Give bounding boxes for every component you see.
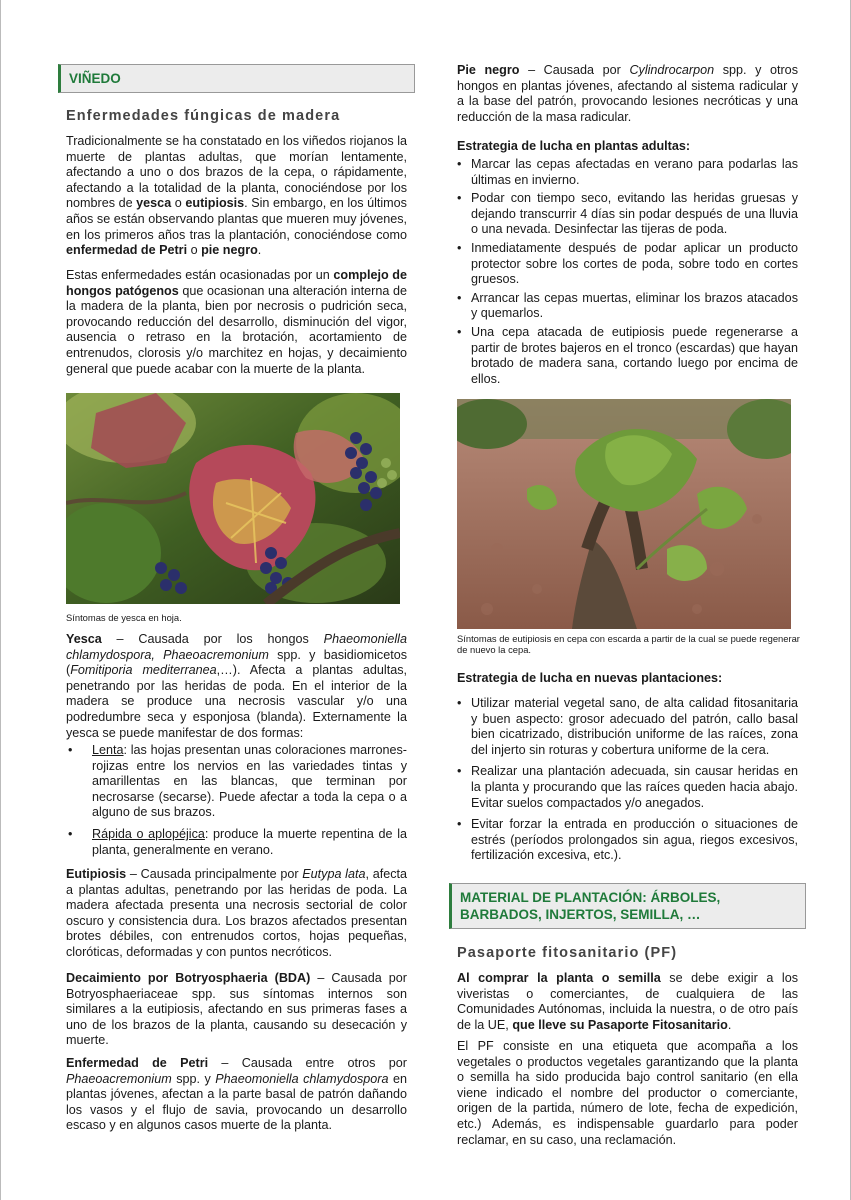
list-item: • Arrancar las cepas muertas, eliminar los brazos atacados y quemarlos. [457, 291, 798, 322]
eutipiosis-photo-caption: Síntomas de eutipiosis en cepa con escarda a partir de la cual se puede regenerar de nuevo la cepa. [457, 633, 800, 655]
new-strategy-list [457, 696, 798, 867]
list-item: • Realizar una plantación adecuada, sin causar heridas en la planta y procurando que las raíces queden hacia abajo. Evitar suelos compactados y/o anegados. [457, 764, 798, 811]
section-title-text: MATERIAL DE PLANTACIÓN: ÁRBOLES, BARBADOS, INJERTOS, SEMILLA, … [460, 890, 721, 922]
eutipiosis-paragraph: Eutipiosis – Causada principalmente por Eutypa lata, afecta a plantas adultas, penetrando por las heridas de poda. La madera afectada presenta una necrosis sectorial de color oscuro y consistencia dura. Los brazos afectados presentan brotes débiles, con entrenudos cortos, hojas pequeñas, cloróticas, deformadas y con puntos necróticos. [66, 867, 408, 959]
eutipiosis-vine-photo [457, 399, 791, 629]
list-item: • Una cepa atacada de eutipiosis puede regenerarse a partir de brotes bajeros en el tronco (escardas) que hayan brotado de madera sana, cortando luego por encima de ellos. [457, 325, 798, 387]
yesca-leaf-illustration [66, 393, 400, 604]
bda-paragraph: Decaimiento por Botryosphaeria (BDA) – Causada por Botryosphaeriaceae spp. sus síntomas internos son similares a la eutipiosis, afectando en sus primeras fases a uno de los brazos de la planta, causando su desecación y muerte. [66, 971, 407, 1048]
list-item: • Podar con tiempo seco, evitando las heridas gruesas y dejando transcurrir 4 días sin podar después de una lluvia o una nevada. Desinfectar las tijeras de poda. [457, 191, 798, 238]
yesca-leaf-photo [66, 393, 400, 604]
list-item: • Rápida o aplopéjica: produce la muerte repentina de la planta, generalmente en verano. [66, 827, 407, 858]
list-item: • Utilizar material vegetal sano, de alta calidad fitosanitaria y buen aspecto: grosor adecuado del patrón, callo basal bien cicatrizado, distribución uniforme de las raíces, zona del injerto sin roturas y cobertura uniforme de la cera. [457, 696, 798, 758]
subheading-enfermedades: Enfermedades fúngicas de madera [66, 108, 341, 124]
yesca-paragraph: Yesca – Causada por los hongos Phaeomoniella chlamydospora, Phaeoacremonium spp. y basidiomicetos (Fomitiporia mediterranea,…). Afecta a plantas adultas, penetrando por las heridas de poda. En el interior de la madera se produce una necrosis vascular y/o una podredumbre seca y esponjosa (blanda). Externamente la yesca se puede manifestar de dos formas: [66, 632, 407, 740]
list-item: • Inmediatamente después de podar aplicar un producto protector sobre los cortes de poda, sobre todo en cortes gruesos. [457, 241, 798, 288]
new-strategy-title: Estrategia de lucha en nuevas plantaciones: [457, 671, 723, 685]
section-title-material [449, 883, 806, 929]
pf-paragraph-1: Al comprar la planta o semilla se debe exigir a los viveristas o comerciantes, de cualquiera de las Comunidades Autónomas, incluida la nuestra, o de otro país de la UE, que lleve su Pasaporte Fitosanitario. [457, 971, 798, 1032]
pf-paragraph-2: El PF consiste en una etiqueta que acompaña a los vegetales o productos vegetales garantizando que la planta o semilla ha sido producida bajo control sanitario (en ella viene indicado el nombre del productor o comerciante, origen de la partida, número de lote, fecha de expedición, etc.) Además, es indispensable guardarlo para poder reclamar, en su caso, una reclamación. [457, 1039, 798, 1147]
intro-paragraph: Tradicionalmente se ha constatado en los viñedos riojanos la muerte de plantas adultas, que morían lentamente, afectando a uno o dos brazos de la cepa, o rápidamente, afectando a la totalidad de la planta, conociéndose por los nombres de yesca o eutipiosis. Sin embargo, en los últimos años se están observando plantas que mueren muy jóvenes, en los primeros años tras la plantación, conociéndose como enfermedad de Petri o pie negro. [66, 134, 407, 258]
list-item: • Lenta: las hojas presentan unas coloraciones marrones-rojizas entre los nervios en las variedades tintas y amarillentas en las blancas, que terminan por necrosarse (secarse). Puede afectar a toda la cepa o a alguno de sus brazos. [66, 743, 407, 821]
section-title-text: VIÑEDO [69, 71, 121, 86]
petri-paragraph: Enfermedad de Petri – Causada entre otros por Phaeoacremonium spp. y Phaeomoniella chlamydospora en plantas jóvenes, afectan a la parte basal de patrón dañando los vasos y el flujo de savia, provocando un desarrollo escaso y en algunos casos muerte de la planta. [66, 1056, 407, 1133]
adult-strategy-title: Estrategia de lucha en plantas adultas: [457, 139, 691, 153]
section-title-vinedo [58, 64, 415, 93]
adult-strategy-list [457, 157, 798, 390]
yesca-forms-list [66, 743, 407, 864]
subheading-pasaporte: Pasaporte fitosanitario (PF) [457, 945, 678, 961]
complex-paragraph: Estas enfermedades están ocasionadas por un complejo de hongos patógenos que ocasionan una alteración interna de la madera de la planta, bien por necrosis o pudrición seca, provocando reducción del desarrollo, disminución del vigor, ausencia o retraso en la brotación, acortamiento de entrenudos, clorosis y/o marchitez en hojas, y decaimiento general que puede acabar con la muerte de la planta. [66, 268, 408, 376]
list-item: • Evitar forzar la entrada en producción o situaciones de estrés (períodos prolongados sin agua, riegos excesivos, fertilización excesiva, etc.). [457, 817, 798, 864]
eutipiosis-vine-illustration [457, 399, 791, 629]
yesca-photo-caption: Síntomas de yesca en hoja. [66, 612, 182, 623]
list-item: • Marcar las cepas afectadas en verano para podarlas las últimas en invierno. [457, 157, 798, 188]
pie-negro-paragraph: Pie negro – Causada por Cylindrocarpon spp. y otros hongos en plantas jóvenes, afectando al sistema radicular y a la base del patrón, provocando lesiones necróticas y una reducción de la masa radicular. [457, 63, 798, 124]
